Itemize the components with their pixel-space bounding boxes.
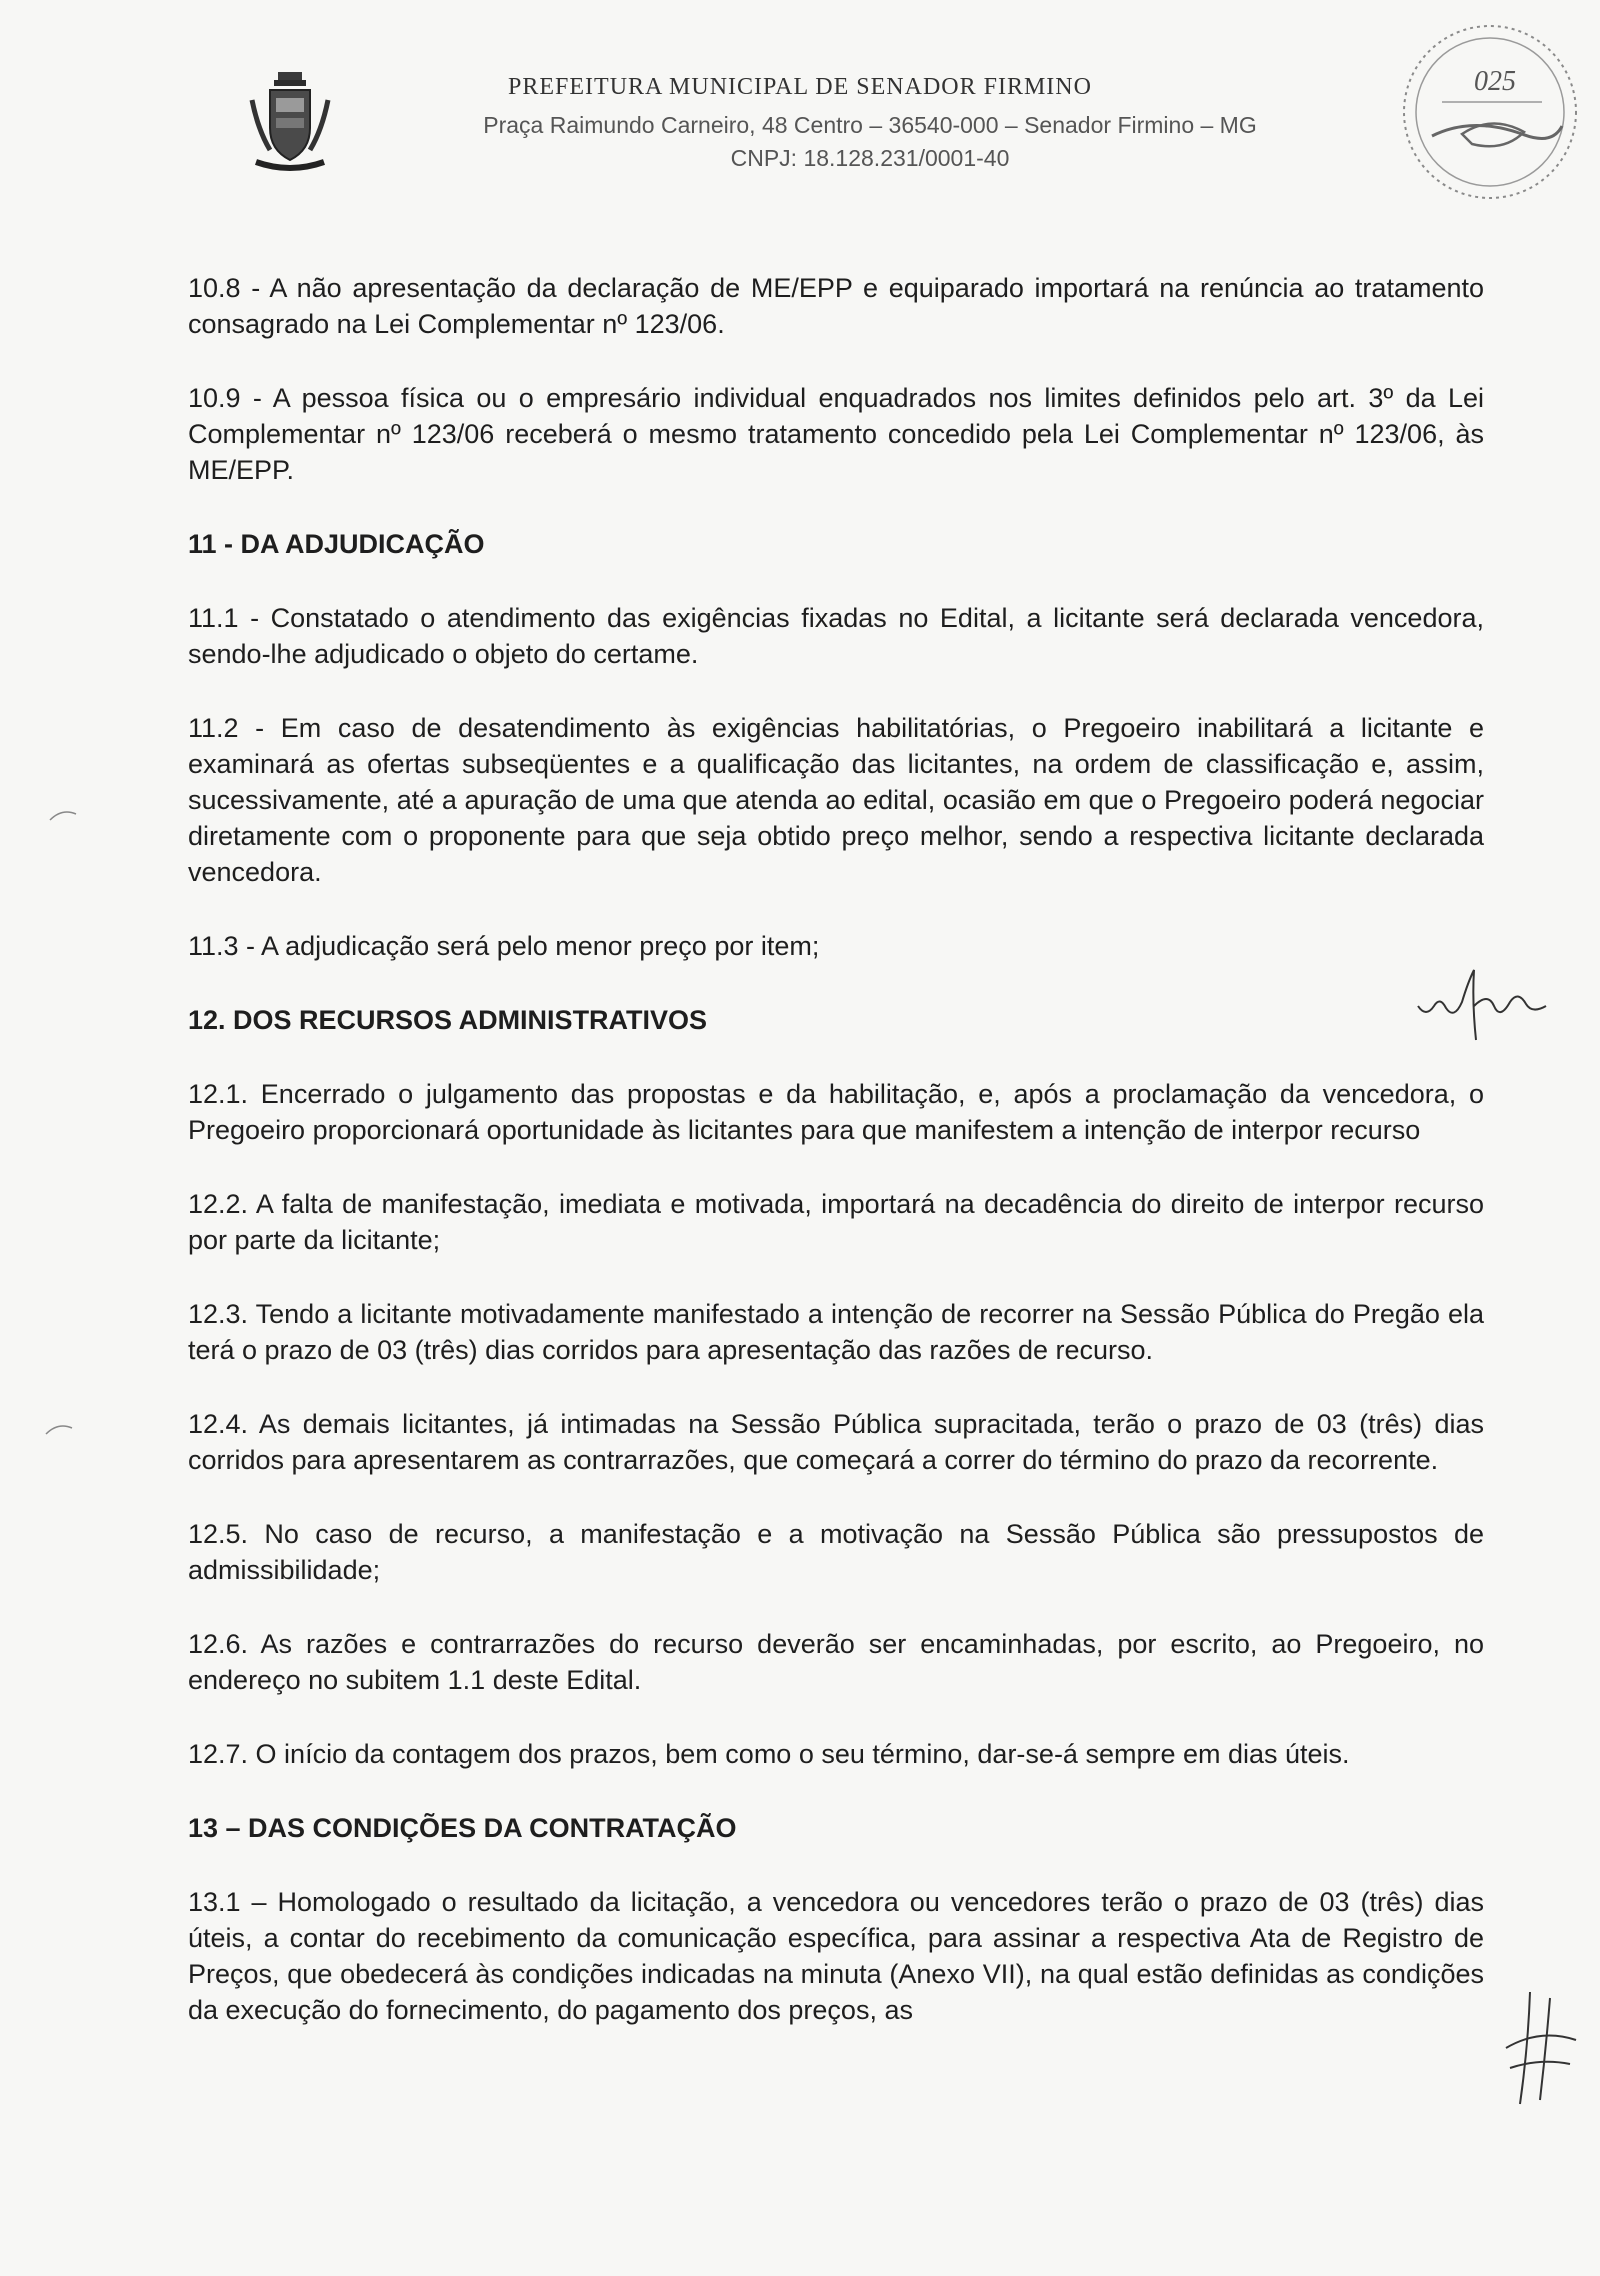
licitacao-stamp-icon	[1392, 16, 1588, 206]
clause-11-2: 11.2 - Em caso de desatendimento às exigências habilitatórias, o Pregoeiro inabilitará a licitante e examinará as ofertas subseqüentes e a qualificação das licitantes, na ordem de classificação e, assim, sucessivamente, até a apuração de uma que atenda ao edital, ocasião em que o Pregoeiro poderá negociar diretamente com o proponente para que seja obtido preço melhor, sendo a respectiva licitante declarada vencedora.	[188, 713, 1484, 887]
clause-10-9: 10.9 - A pessoa física ou o empresário individual enquadrados nos limites definidos pelo art. 3º da Lei Complementar nº 123/06 receberá o mesmo tratamento concedido pela Lei Complementar nº 123/06, às ME/EPP.	[188, 383, 1484, 485]
section-heading-11: 11 - DA ADJUDICAÇÃO	[188, 529, 485, 559]
handwritten-initials-icon	[1414, 962, 1550, 1042]
section-heading-13: 13 – DAS CONDIÇÕES DA CONTRATAÇÃO	[188, 1813, 737, 1843]
organization-cnpj: CNPJ: 18.128.231/0001-40	[730, 145, 1010, 171]
clause-12-1: 12.1. Encerrado o julgamento das propostas e da habilitação, e, após a proclamação da vencedora, o Pregoeiro proporcionará oportunidade às licitantes para que manifestem a intenção de interpor recurso	[188, 1079, 1484, 1145]
stamp-page-number: 025	[1474, 66, 1516, 97]
margin-mark-icon	[44, 1422, 74, 1436]
clause-12-4: 12.4. As demais licitantes, já intimadas na Sessão Pública supracitada, terão o prazo de 03 (três) dias corridos para apresentarem as contrarrazões, que começará a correr do término do prazo da recorrente.	[188, 1409, 1484, 1475]
clause-12-3: 12.3. Tendo a licitante motivadamente manifestado a intenção de recorrer na Sessão Pública do Pregão ela terá o prazo de 03 (três) dias corridos para apresentação das razões de recurso.	[188, 1299, 1484, 1365]
organization-name: PREFEITURA MUNICIPAL DE SENADOR FIRMINO	[508, 74, 1092, 100]
clause-12-5: 12.5. No caso de recurso, a manifestação e a motivação na Sessão Pública são pressupostos de admissibilidade;	[188, 1519, 1484, 1585]
clause-10-8: 10.8 - A não apresentação da declaração de ME/EPP e equiparado importará na renúncia ao tratamento consagrado na Lei Complementar nº 123/06.	[188, 273, 1484, 339]
clause-12-6: 12.6. As razões e contrarrazões do recurso deverão ser encaminhadas, por escrito, ao Pregoeiro, no endereço no subitem 1.1 deste Edital.	[188, 1629, 1484, 1695]
clause-12-7: 12.7. O início da contagem dos prazos, bem como o seu término, dar-se-á sempre em dias úteis.	[188, 1739, 1350, 1769]
organization-address: Praça Raimundo Carneiro, 48 Centro – 36540-000 – Senador Firmino – MG	[483, 112, 1257, 138]
handwritten-signature-icon	[1500, 1988, 1580, 2108]
clause-13-1: 13.1 – Homologado o resultado da licitação, a vencedora ou vencedores terão o prazo de 03 (três) dias úteis, a contar do recebimento da comunicação específica, para assinar a respectiva Ata de Registro de Preços, que obedecerá às condições indicadas na minuta (Anexo VII), na qual estão definidas as condições da execução do fornecimento, do pagamento dos preços, as	[188, 1887, 1484, 2025]
clause-12-2: 12.2. A falta de manifestação, imediata e motivada, importará na decadência do direito de interpor recurso por parte da licitante;	[188, 1189, 1484, 1255]
clause-11-1: 11.1 - Constatado o atendimento das exigências fixadas no Edital, a licitante será declarada vencedora, sendo-lhe adjudicado o objeto do certame.	[188, 603, 1484, 669]
section-heading-12: 12. DOS RECURSOS ADMINISTRATIVOS	[188, 1005, 708, 1035]
document-body	[188, 270, 1484, 2066]
margin-mark-icon	[48, 808, 78, 822]
clause-11-3: 11.3 - A adjudicação será pelo menor preço por item;	[188, 931, 820, 961]
